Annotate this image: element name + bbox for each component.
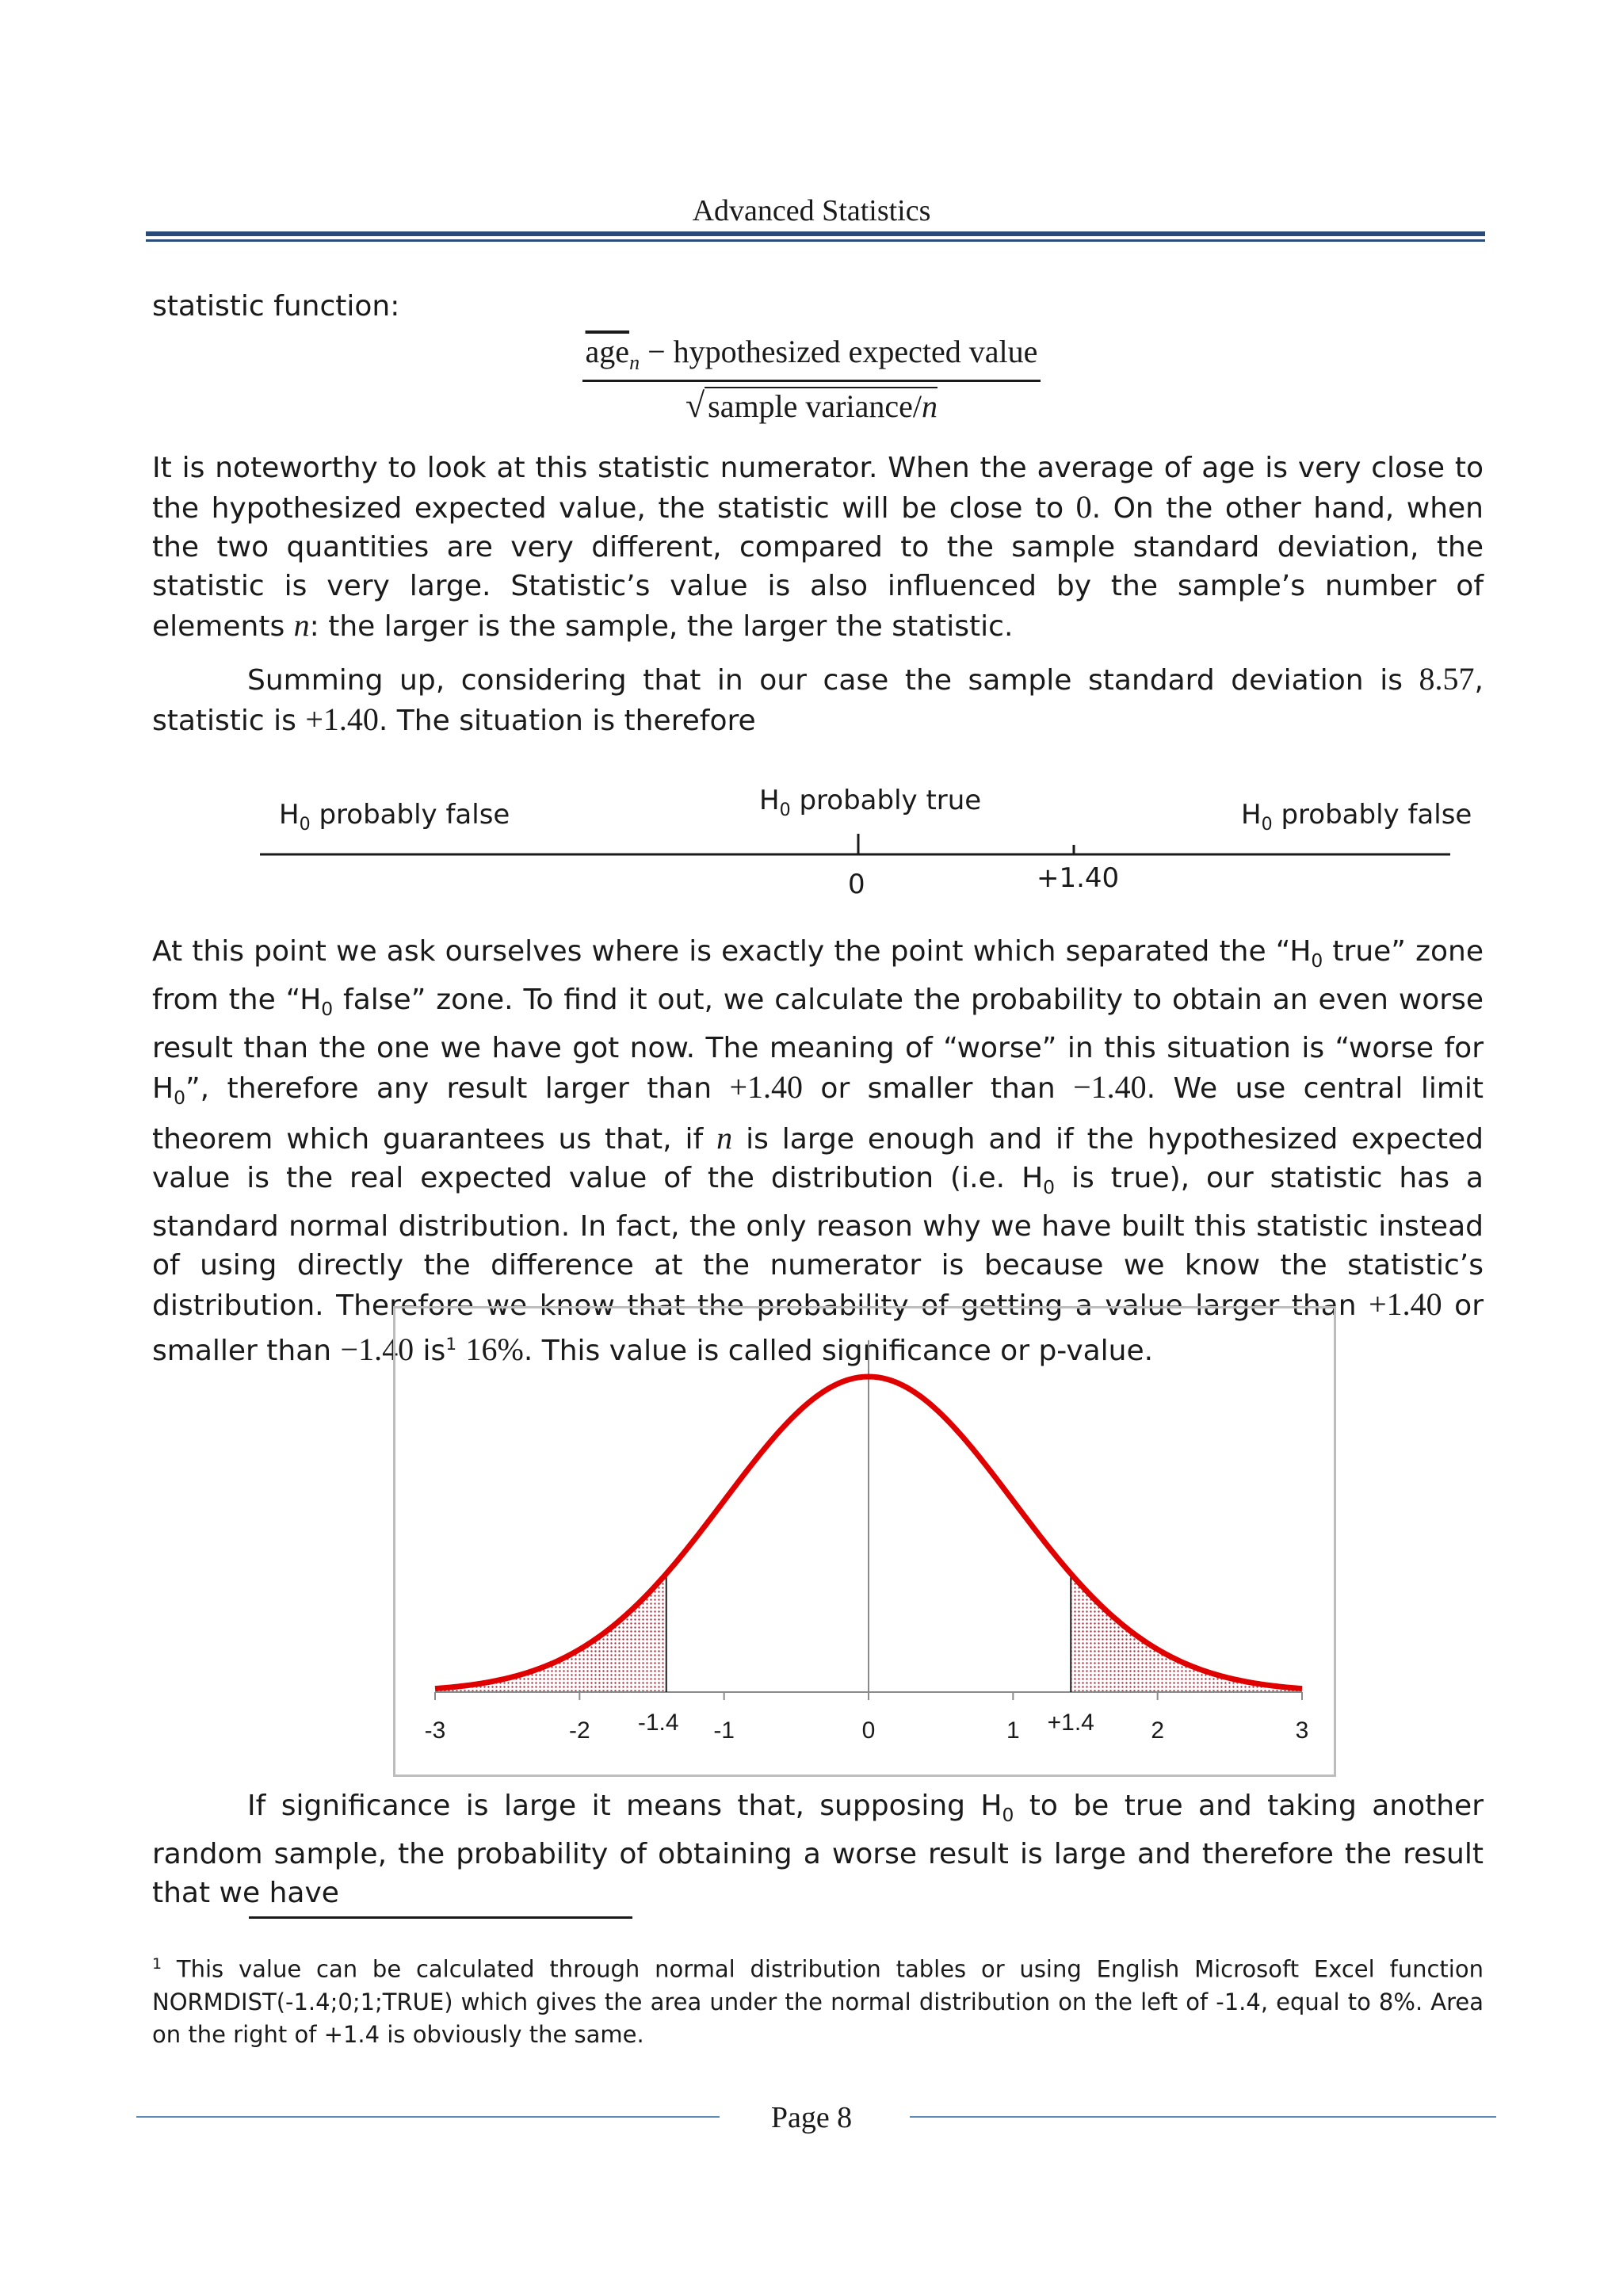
paragraph-4: If significance is large it means that, supposing $H_0$ to be true and taking another random sample, the probability of obtaining a worse result is large and therefore the result that we have: [152, 1790, 1484, 1910]
footnote-rule: [249, 1916, 632, 1919]
critical-label: +1.4: [1047, 1710, 1094, 1736]
x-tick-label: -3: [424, 1717, 446, 1744]
x-tick-label: 0: [861, 1717, 876, 1744]
denominator-n: n: [922, 388, 938, 424]
x-tick-label: 3: [1295, 1717, 1309, 1744]
shaded-tail-right: [1071, 1574, 1302, 1692]
statistic-formula: $\frac{\overline{age}_n - hypothesized expected value}{\text{√ sample variance/n}}$: [0, 333, 1623, 426]
zone-center-label: $H_0$ probably true: [759, 785, 982, 820]
zone-tick-zero-label: 0: [848, 869, 865, 900]
chart-svg: [395, 1308, 1334, 1775]
paragraph-1: It is noteworthy to look at this statistic numerator. When the average of age is very close to the hypothesized expected value, the statistic will be close to 0. On the other hand, when the two quantities are very different, compared to the sample standard deviation, the statistic is very large. Statistic’s value is also influenced by the sample’s number of elements n: the larger is the sample, the larger the statistic.: [152, 452, 1484, 643]
numerator-variable: $\overline{age}$: [585, 334, 630, 369]
numerator-rest: − hypothesized expected value: [640, 334, 1038, 369]
normal-distribution-chart: [393, 1306, 1336, 1777]
zone-axis: [0, 0, 1623, 904]
paragraph-3: At this point we ask ourselves where is exactly the point which separated the “$H_0$ true” zone from the “$H_0$ false” zone. To find it out, we calculate the probability to obtain an even worse result than the one we have got now. The meaning of “worse” in this situation is “worse for $H_0$”, therefore any result larger than +1.40 or smaller than −1.40. We use central limit theorem which guarantees us that, if n is large enough and if the hypothesized expected value is the real expected value of the distribution (i.e. $H_0$ is true), our statistic has a standard normal distribution. In fact, the only reason why we have built this statistic instead of using directly the difference at the numerator is because we know the statistic’s distribution. Therefore we know that the probability of getting a value larger than +1.40 or smaller than −1.40 $is^1$ 16%. This value is called significance or p-value.: [152, 935, 1484, 1367]
numerator-subscript: n: [629, 351, 640, 374]
denominator-text: sample variance/: [708, 388, 922, 424]
page-number: Page 8: [770, 2101, 853, 2134]
footnote: $^1$ This value can be calculated through normal distribution tables or using English Microsoft Excel function NORMDIST(-1.4;0;1;TRUE) which gives the area under the normal distribution on the left of -1.4, equal to 8%. Area on the right of +1.4 is obviously the same.: [152, 1955, 1484, 2048]
zone-right-label: $H_0$ probably false: [1241, 799, 1472, 835]
intro-line: statistic function:: [152, 290, 400, 323]
x-tick-label: -1: [713, 1717, 735, 1744]
critical-label: -1.4: [637, 1710, 679, 1736]
paragraph-2: Summing up, considering that in our case the sample standard deviation is 8.57, statistic is +1.40. The situation is therefore: [152, 661, 1484, 737]
running-header: Advanced Statistics: [692, 194, 931, 227]
shaded-tail-left: [435, 1574, 666, 1692]
x-tick-label: 2: [1151, 1717, 1165, 1744]
x-tick-label: 1: [1006, 1717, 1020, 1744]
x-tick-label: -2: [568, 1717, 590, 1744]
zone-tick-stat-label: +1.40: [1037, 862, 1120, 894]
zone-left-label: $H_0$ probably false: [279, 799, 510, 835]
